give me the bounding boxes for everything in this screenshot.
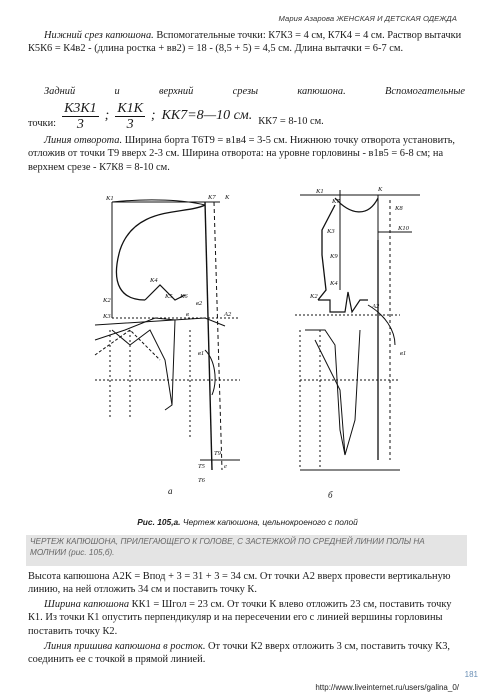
b-darts <box>318 292 368 312</box>
a-bodice-1 <box>95 318 175 410</box>
drawing-a <box>95 200 240 470</box>
word-5: капюшона. <box>297 86 346 97</box>
label-b-3: К8 <box>395 205 403 212</box>
word-4: срезы <box>232 86 259 97</box>
lapel-title: Линия отворота. <box>44 135 123 146</box>
b-arm <box>368 305 395 345</box>
label-b-0: К1 <box>316 188 324 195</box>
labels-a <box>102 194 232 496</box>
word-1: Задний <box>44 86 76 97</box>
label-b-8: К2 <box>310 293 318 300</box>
paragraph-sewing-line <box>28 640 465 667</box>
label-a-13: Т6 <box>198 477 205 484</box>
formula-tail: КК7 = 8-10 см. <box>258 115 324 127</box>
paragraph-hood-width <box>28 598 465 638</box>
label-a-10: А2 <box>224 311 232 318</box>
formula-row: точки: $\frac{К3К1}{3}$ ; $\frac{К1К}{3}$ ; КК7=8—10 см. КК7 = 8-10 см. <box>28 100 324 132</box>
sewing-line-title: Линия пришива капюшона в росток. <box>44 641 206 652</box>
drawing-b <box>295 190 420 470</box>
label-a-4: К3 <box>103 313 111 320</box>
caption-text: Чертеж капюшона, цельнокроеного с полой <box>180 517 358 527</box>
hood-width-title: Ширина капюшона <box>44 599 130 610</box>
hood-width-text: КК1 = Шгол = 23 см. От точки К влево отложить 23 см, поставить точку К1. Из точки К1 опустить перпендикуляр и на пересечении его с линией вершины горловины поставить точку К2. <box>28 599 452 637</box>
word-2: и <box>114 86 120 97</box>
label-a-3: К2 <box>103 297 111 304</box>
label-b-10: в1 <box>400 350 407 357</box>
label-b-7: К4 <box>330 280 338 287</box>
label-b-5: К3 <box>327 228 335 235</box>
label-b-1: К7 <box>332 198 340 205</box>
label-a-7: К6 <box>180 293 188 300</box>
b-top-curve <box>335 198 378 212</box>
label-a-5: К4 <box>150 277 158 284</box>
word-3: верхний <box>159 86 194 97</box>
source-url: http://www.liveinternet.ru/users/galina_0/ <box>315 683 459 692</box>
word-6: Вспомогательные <box>385 86 465 97</box>
label-b-6: К9 <box>330 253 338 260</box>
label-b-2: К <box>378 186 383 193</box>
section-heading: ЧЕРТЕЖ КАПЮШОНА, ПРИЛЕГАЮЩЕГО К ГОЛОВЕ, С ЗАСТЕЖКОЙ ПО СРЕДНЕЙ ЛИНИИ ПОЛЫ НА МОЛНИИ (рис. 105,б). <box>30 537 425 557</box>
label-b-11: б <box>328 490 333 500</box>
running-header: Мария Азарова ЖЕНСКАЯ И ДЕТСКАЯ ОДЕЖДА <box>278 14 457 23</box>
label-a-9: в2 <box>196 300 203 307</box>
a-shoulder <box>95 318 225 326</box>
lapel-text: Ширина борта Т6Т9 = в1в4 = 3-5 см. Нижнюю точку отворота установить, отложив от точки Т9 вверх 2-3 см. Ширина отворота: на уровне горловины - в1в5 = 6-8 см; на верхнем срезе - К7К8 = 8-10 см. <box>28 135 456 173</box>
label-a-8: в <box>186 311 189 318</box>
formula-kk7: КК7=8—10 см. <box>161 108 253 123</box>
a-front-dashed <box>214 202 222 470</box>
label-a-6: К5 <box>165 293 173 300</box>
lower-edge-text: Вспомогательные точки: К7К3 = 4 см, К7К4 = 4 см. Раствор вытачки К5К6 = К4в2 - (длина ростка + вв2) = 18 - (8,5 + 5) = 4,5 см. Длина вытачки = 6-7 см. <box>28 30 462 55</box>
label-a-2: К <box>225 194 230 201</box>
fraction-k1k-den: 3 <box>126 116 134 132</box>
lower-edge-title: Нижний срез капюшона. <box>44 30 154 41</box>
a-bodice-3 <box>95 330 160 360</box>
section-heading-band <box>26 535 467 566</box>
label-a-11: в1 <box>198 350 205 357</box>
figure-caption <box>0 517 495 527</box>
b-bodice-1 <box>305 330 345 455</box>
paragraph-hood-height <box>28 570 465 597</box>
a-bodice-2 <box>112 330 172 405</box>
sewing-line-text: От точки К2 вверх отложить 3 см, поставить точку К3, соединить ее с точкой в прямой линией. <box>28 641 451 666</box>
formula-lead: точки: <box>28 117 57 129</box>
fraction-k3k1-den: 3 <box>76 116 84 132</box>
fraction-k1k-num: К1К <box>117 100 143 116</box>
caption-prefix: Рис. 105,а. <box>137 517 181 527</box>
label-a-0: К1 <box>106 195 114 202</box>
hood-height-text: Высота капюшона А2К = Впод + 3 = 31 + 3 = 34 см. От точки А2 вверх провести вертикальную линию, на ней отложить 34 см и поставить точку К. <box>28 571 451 596</box>
label-a-16: а <box>168 486 173 496</box>
fraction-k3k1-num: К3К1 <box>64 100 97 116</box>
page-number: 181 <box>464 670 478 679</box>
label-b-9: А2 <box>372 303 380 310</box>
label-a-15: е <box>224 463 227 470</box>
a-front-line <box>205 202 212 470</box>
label-a-12: Т5 <box>198 463 205 470</box>
label-a-1: К7 <box>208 194 216 201</box>
label-b-4: К10 <box>398 225 409 232</box>
label-a-14: Т9 <box>214 450 221 457</box>
